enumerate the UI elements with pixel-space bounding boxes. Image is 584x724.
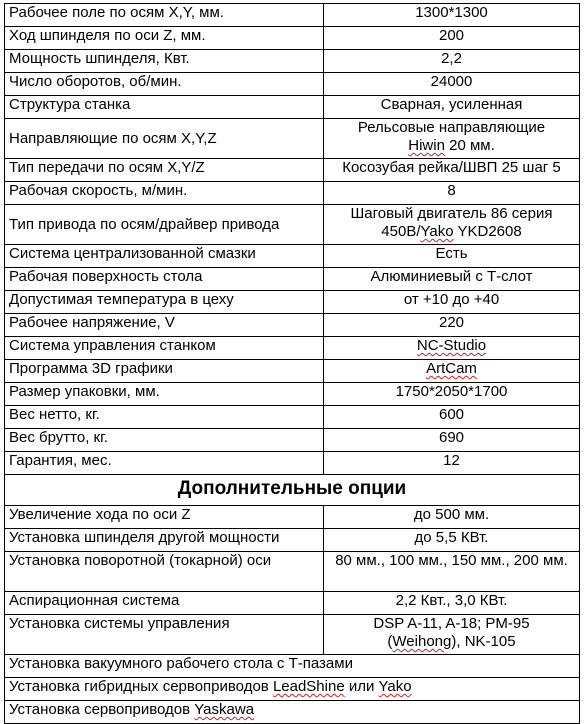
section-title: Дополнительные опции xyxy=(5,475,580,506)
table-row xyxy=(5,245,580,268)
section-row xyxy=(5,475,580,506)
value-text: 450B/ xyxy=(381,223,421,240)
option-text: Установка гибридных сервоприводов xyxy=(9,678,273,695)
param-value: Косозубая рейка/ШВП 25 шаг 5 xyxy=(324,159,580,182)
table-row xyxy=(5,50,580,73)
option-label: Установка поворотной (токарной) оси xyxy=(5,552,324,592)
option-value: до 5,5 КВт. xyxy=(324,529,580,552)
table-row xyxy=(5,615,580,655)
value-text: YKD2608 xyxy=(453,223,522,240)
table-row xyxy=(5,406,580,429)
table-row xyxy=(5,159,580,182)
value-text: ), NK-105 xyxy=(451,633,516,650)
param-value: Есть xyxy=(324,245,580,268)
param-label: Система управления станком xyxy=(5,337,324,360)
param-label: Допустимая температура в цеху xyxy=(5,291,324,314)
value-text: 20 мм. xyxy=(444,137,495,154)
option-label: Установка системы управления xyxy=(5,615,324,655)
param-label: Число оборотов, об/мин. xyxy=(5,73,324,96)
param-label: Рабочая скорость, м/мин. xyxy=(5,182,324,205)
param-label: Вес брутто, кг. xyxy=(5,429,324,452)
table-row xyxy=(5,506,580,529)
param-label: Тип привода по осям/драйвер привода xyxy=(5,205,324,245)
option-value: до 500 мм. xyxy=(324,506,580,529)
table-row xyxy=(5,205,580,245)
table-row xyxy=(5,291,580,314)
param-label: Вес нетто, кг. xyxy=(5,406,324,429)
param-value: 1300*1300 xyxy=(324,4,580,27)
option-value xyxy=(324,615,580,655)
value-word: Yako xyxy=(420,223,454,240)
option-label xyxy=(5,701,580,724)
table-row xyxy=(5,552,580,592)
param-label: Рабочее напряжение, V xyxy=(5,314,324,337)
param-value: от +10 до +40 xyxy=(324,291,580,314)
table-row xyxy=(5,452,580,475)
option-text: или xyxy=(344,678,379,695)
param-label: Система централизованной смазки xyxy=(5,245,324,268)
option-label xyxy=(5,678,580,701)
option-text: Установка сервоприводов xyxy=(9,701,195,718)
param-value: 2,2 xyxy=(324,50,580,73)
param-value xyxy=(324,337,580,360)
param-value: Алюминиевый с Т-слот xyxy=(324,268,580,291)
specifications-table xyxy=(4,3,580,724)
table-row xyxy=(5,27,580,50)
param-label: Ход шпинделя по оси Z, мм. xyxy=(5,27,324,50)
param-label: Мощность шпинделя, Квт. xyxy=(5,50,324,73)
param-value: Сварная, усиленная xyxy=(324,96,580,119)
param-value: 8 xyxy=(324,182,580,205)
param-value: 690 xyxy=(324,429,580,452)
table-row xyxy=(5,529,580,552)
table-row xyxy=(5,701,580,724)
value-line: Рельсовые направляющие xyxy=(357,119,546,136)
table-row xyxy=(5,314,580,337)
table-row xyxy=(5,383,580,406)
param-value: 1750*2050*1700 xyxy=(324,383,580,406)
table-row xyxy=(5,4,580,27)
param-value: 220 xyxy=(324,314,580,337)
table-row xyxy=(5,73,580,96)
param-label: Программа 3D графики xyxy=(5,360,324,383)
param-label: Гарантия, мес. xyxy=(5,452,324,475)
table-row xyxy=(5,337,580,360)
table-row xyxy=(5,655,580,678)
param-label: Направляющие по осям X,Y,Z xyxy=(5,119,324,159)
table-row xyxy=(5,268,580,291)
table-row xyxy=(5,182,580,205)
value-word: NC-Studio xyxy=(416,337,487,354)
option-label: Установка вакуумного рабочего стола с Т-пазами xyxy=(5,655,580,678)
option-value: 80 мм., 100 мм., 150 мм., 200 мм. xyxy=(324,552,580,592)
value-word: ArtCam xyxy=(426,360,477,377)
value-line: DSP A-11, A-18; PM-95 xyxy=(373,615,530,632)
table-row xyxy=(5,592,580,615)
table-row xyxy=(5,360,580,383)
option-word: Yako xyxy=(378,678,412,695)
param-label: Структура станка xyxy=(5,96,324,119)
param-value: 600 xyxy=(324,406,580,429)
option-word: LeadShine xyxy=(272,678,345,695)
param-label: Размер упаковки, мм. xyxy=(5,383,324,406)
param-label: Рабочая поверхность стола xyxy=(5,268,324,291)
option-label: Увеличение хода по оси Z xyxy=(5,506,324,529)
value-line: Шаговый двигатель 86 серия xyxy=(350,205,553,222)
option-label: Установка шпинделя другой мощности xyxy=(5,529,324,552)
param-label: Тип передачи по осям X,Y/Z xyxy=(5,159,324,182)
param-value: 24000 xyxy=(324,73,580,96)
param-value xyxy=(324,205,580,245)
option-value: 2,2 Квт., 3,0 КВт. xyxy=(324,592,580,615)
param-value xyxy=(324,119,580,159)
value-word: Hiwin xyxy=(408,137,445,154)
table-row xyxy=(5,678,580,701)
param-value: 200 xyxy=(324,27,580,50)
table-row xyxy=(5,96,580,119)
value-word: Weihong xyxy=(392,633,452,650)
option-label: Аспирационная система xyxy=(5,592,324,615)
table-row xyxy=(5,119,580,159)
value-text: ( xyxy=(387,633,393,650)
param-value: 12 xyxy=(324,452,580,475)
table-row xyxy=(5,429,580,452)
param-value xyxy=(324,360,580,383)
param-label: Рабочее поле по осям X,Y, мм. xyxy=(5,4,324,27)
option-word: Yaskawa xyxy=(194,701,255,718)
